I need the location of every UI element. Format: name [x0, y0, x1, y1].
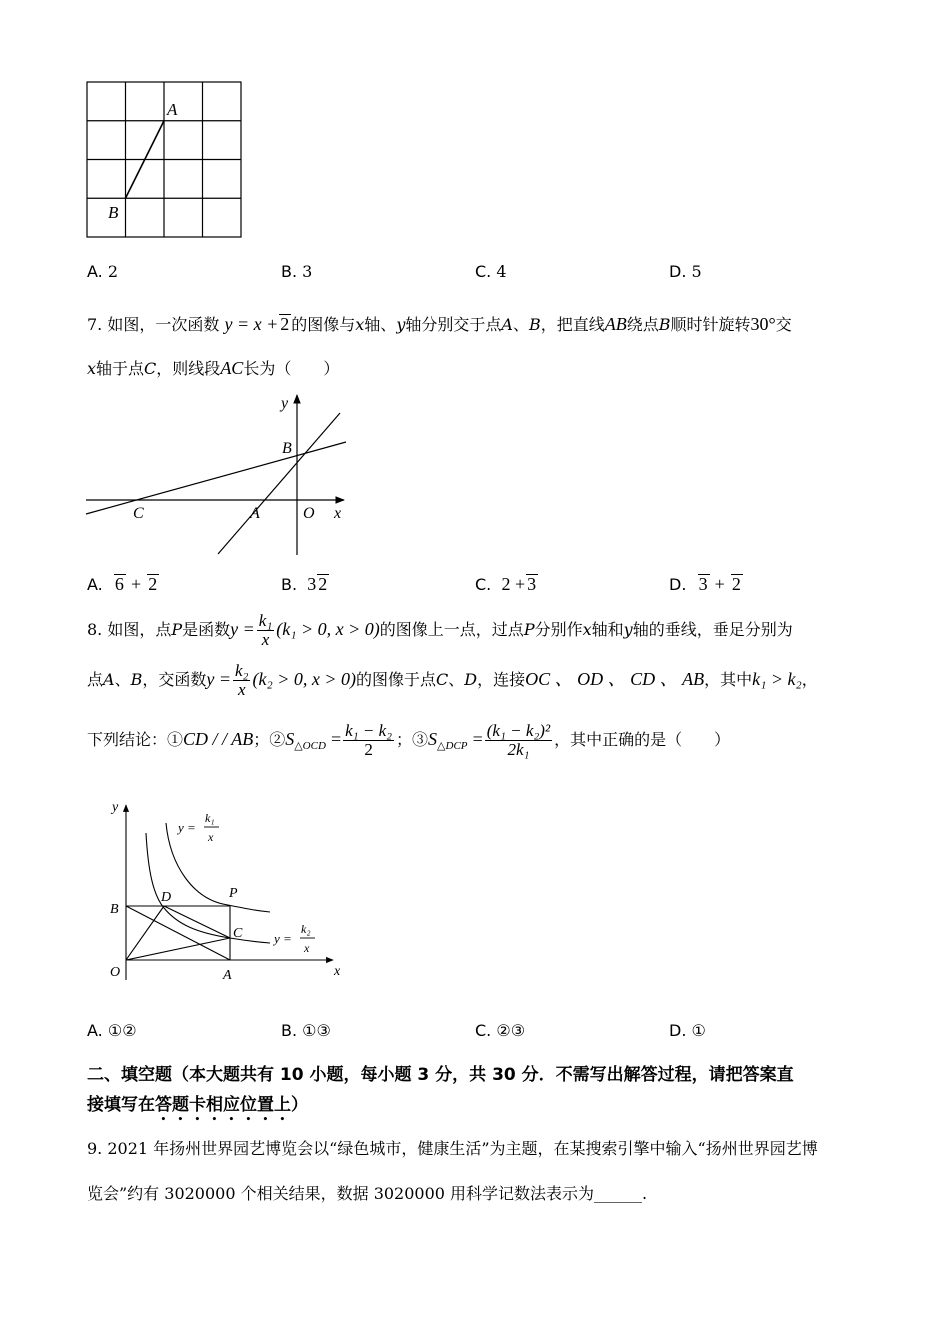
- svg-text:y =: y =: [274, 931, 292, 946]
- q8-option-d[interactable]: D. ①: [669, 1021, 706, 1040]
- q7-option-a[interactable]: A. 6 + 2: [87, 574, 158, 594]
- point-a-label: A: [223, 968, 232, 983]
- segment-ab: [126, 906, 230, 960]
- q8-function-figure: [98, 795, 358, 990]
- segment-od: [126, 906, 164, 960]
- q7-option-c[interactable]: C. 2 + 3: [475, 574, 537, 594]
- section-heading-line2: 接填写在答题卡相应位置上）: [87, 1095, 308, 1115]
- q8-option-b[interactable]: B. ①③: [281, 1021, 331, 1040]
- segment-oc: [126, 938, 230, 960]
- q6-option-c[interactable]: C. 4: [475, 262, 507, 281]
- svg-text:y =: y =: [178, 820, 196, 835]
- curve-k1: [166, 823, 270, 912]
- q7-text-line1: 7. 如图，一次函数 y = x + 2 的图像与x轴、y轴分别交于点A、B，把直线AB绕点B顺时针旋转30°交: [87, 314, 792, 334]
- curve-k2-label: [272, 922, 315, 955]
- q8-option-c[interactable]: C. ②③: [475, 1021, 526, 1040]
- q7-option-d[interactable]: D. 3 + 2: [669, 574, 741, 594]
- point-a-label: A: [167, 100, 178, 119]
- q9-text-line1: 9. 2021 年扬州世界园艺博览会以“绿色城市，健康生活”为主题，在某搜索引擎中输入“扬州世界园艺博: [87, 1139, 818, 1158]
- point-c-label: C: [133, 505, 144, 522]
- line-ab: [218, 413, 340, 554]
- q8-text-line2: 点A、B，交函数y = $\frac{\text{k₂}}{x}$ (k₂ > 0, x > 0)的图像于点C、D，连接OC 、 OD 、 CD 、 AB，其中k₁ > k₂，: [87, 661, 818, 699]
- svg-text:x: x: [304, 941, 310, 955]
- q6-option-b[interactable]: B. 3: [281, 262, 313, 281]
- origin-label: O: [303, 505, 315, 522]
- point-c-label: C: [233, 926, 243, 941]
- q7-text-line2: x轴于点C，则线段AC长为（ ）: [87, 358, 340, 378]
- section-heading-line1: 二、填空题（本大题共有 10 小题，每小题 3 分，共 30 分．不需写出解答过程，请把答案直: [87, 1065, 794, 1085]
- q8-option-a[interactable]: A. ①②: [87, 1021, 137, 1040]
- svg-text:k₁: k₁: [205, 811, 215, 825]
- q7-option-b[interactable]: B. 3 2: [281, 574, 328, 594]
- point-b-label: B: [282, 440, 292, 457]
- q6-option-a[interactable]: A. 2: [87, 262, 119, 281]
- y-label: y: [112, 800, 119, 815]
- svg-text:x: x: [208, 830, 214, 844]
- line-bc: [86, 442, 346, 514]
- q6-grid-figure: [80, 75, 250, 245]
- point-b-label: B: [108, 203, 119, 222]
- point-p-label: P: [229, 886, 238, 901]
- origin-label: O: [110, 965, 121, 980]
- point-a-label: A: [250, 505, 260, 522]
- q6-option-d[interactable]: D. 5: [669, 262, 702, 281]
- curve-k1-label: [176, 811, 219, 844]
- svg-text:k₂: k₂: [301, 922, 311, 936]
- x-label: x: [334, 964, 341, 979]
- q7-coordinate-figure: [84, 392, 354, 562]
- segment-cd: [164, 906, 230, 938]
- q8-text-line3: 下列结论：①CD / / AB；$②S_{\triangle OCD}$ = $\frac{\text{k₁ − k₂}}{2}$ ；$③S_{\triangle DCP}$ = $\frac{\text{(k₁ − k₂)²}}{\text{2k₁}}$ ，其中正确的是（ ）: [87, 721, 731, 759]
- y-label: y: [281, 395, 289, 412]
- x-label: x: [334, 505, 342, 522]
- point-b-label: B: [110, 902, 119, 917]
- q8-text-line1: 8. 如图，点P是函数y = $\frac{\text{k₁}}{x}$ (k₁ > 0, x > 0)的图像上一点，过点P分别作x轴和y轴的垂线，垂足分别为: [87, 611, 793, 649]
- point-d-label: D: [161, 890, 172, 905]
- q9-text-line2: 览会”约有 3020000 个相关结果，数据 3020000 用科学记数法表示为______.: [87, 1184, 648, 1203]
